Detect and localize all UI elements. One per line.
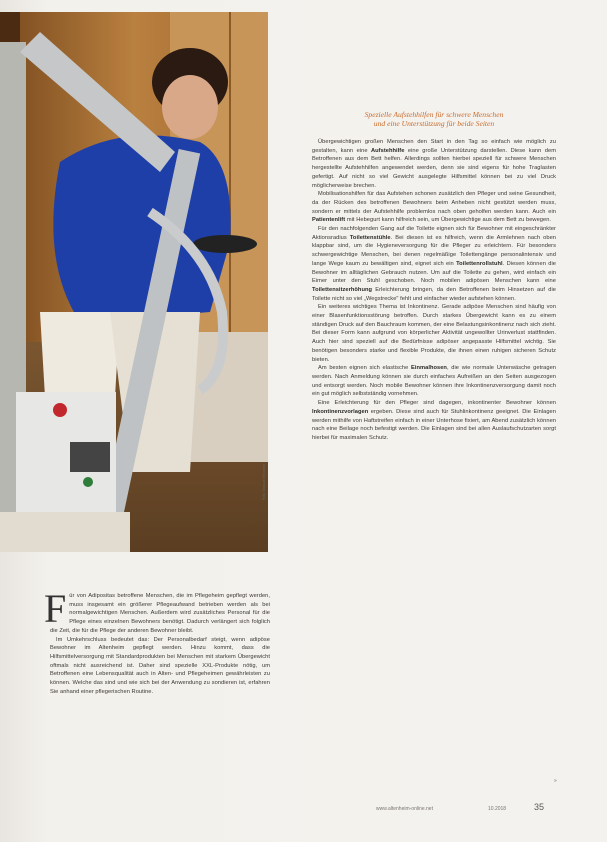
highlighted-term: Inkontinenzvorlagen <box>312 408 369 415</box>
paragraph-text: . Bei diesen ist es hilfreich, wenn die Armlehnen nach oben klappbar sind, um die Hygieneversorgung für die Pfleger zu erleichtern. Für besonders schwergewichtige Menschen, bei denen regelmäßige Toilettengänge personalintensiv und lange Wege kaum zu bewältigen sind, eignet sich ein <box>312 234 557 267</box>
right-paragraph <box>312 303 556 364</box>
footer-issue: 10.2018 <box>488 806 507 812</box>
right-paragraph <box>312 138 556 190</box>
page-number: 35 <box>534 802 545 812</box>
highlighted-term: Toilettensitzerhöhung <box>312 286 373 293</box>
paragraph-text: Eine Erleichterung für den Pfleger sind dagegen, inkontinenter Bewohner können <box>318 400 556 407</box>
photo-credit: Foto: Markus Hörmann <box>262 464 266 500</box>
highlighted-term: Aufstehhilfe <box>370 147 405 154</box>
paragraph-text: mit Hebegurt kann hilfreich sein, um Übergewichtige aus dem Bett zu bewegen. <box>345 217 552 224</box>
paragraph-text: Am besten eignen sich elastische <box>318 365 411 372</box>
end-mark: » <box>554 778 557 784</box>
right-column <box>312 138 556 443</box>
left-column <box>44 586 270 696</box>
highlighted-term: Toilettenstühle <box>349 234 391 241</box>
paragraph-text: Ein weiteres wichtiges Thema ist Inkontinenz. Gerade adipöse Menschen sind häufig von einer Blasenfunktionsstörung betroffen. Durch starkes Übergewicht kann es zu einem ständigen Druck auf den Bauchraum kommen, der eine Belastungsinkontinenz nach sich zieht. Bei dieser Form kann aufgrund von körperlicher Aktivität ungewollter Urinverlust stattfinden. Auch hier sind speziell auf die Bedürfnisse adipöser angepasste Hilfsmittel wichtig. Sie benötigen besonders starke und flexible Produkte, die ihnen einen ruhigen sicheren Schutz bieten. <box>312 304 556 363</box>
paragraph-text: ür von Adipositas betroffene Menschen, die im Pflegeheim gepflegt werden, muss insgesamt ein größerer Pflegeaufwand betrieben werden als bei normalgewichtigen Menschen. Außerdem wird zusätzliches Personal für die Pflege eines einzelnen Bewohners benötigt. Dadurch verlängert sich folglich die Zeit, die für die Pflege der anderen Bewohner bleibt. <box>50 593 270 634</box>
right-paragraph <box>312 225 556 303</box>
paragraph-text: Für den nachfolgenden Gang auf die Toilette eignen sich für Bewohner mit eingeschränkter Aktionsradius <box>312 226 556 241</box>
footer-url: www.altenheim-online.net <box>376 806 433 812</box>
left-paragraph <box>44 586 270 636</box>
highlighted-term: Einmalhosen <box>411 365 447 372</box>
paragraph-text: eine große Unterstützung darstellen. Diese kann dem Betroffenen aus dem Bett helfen. Allerdings sollten hierbei speziell für schwere Menschen hergestellte Aufstehhilfen angewendet werden, denn sie sind eigens für hohe Traglasten gefertigt. Auf nicht so viel Gewicht ausgelegte Hilfsmittel können bei zu viel Druck möglicherweise brechen. <box>312 147 556 189</box>
paragraph-text: Mobilisationshilfen für das Aufstehen schonen zusätzlich den Pfleger und seine Gesundheit, da der Rücken des betroffenen Bewohners beim Anheben nicht gestützt werden muss, sondern er mittels der Aufstehhilfe problemlos nach oben geholfen werden kann. Auch ein <box>312 191 556 215</box>
drop-cap: F <box>44 586 67 631</box>
section-heading <box>312 110 556 128</box>
paragraph-text: ergeben. Diese sind auch für Stuhlinkontinenz geeignet. Die Einlagen werden mithilfe von Haftstreifen einfach in einer Unterhose fixiert, am Abend zusätzlich können nach eine Beilage noch befestigt werden. Die Einlagen sind bei allen Auslaufschutzarten sorgt hierbei für maximalen Schutz. <box>312 408 556 441</box>
paragraph-text: Übergewichtigen großen Menschen den Start in den Tag so einfach wie möglich zu gestalten, kann eine <box>312 139 556 154</box>
paragraph-text: . Diesen können die Bewohner im alltäglichen Gebrauch nutzen. Um auf die Toilette zu gehen, wird einfach ein Eimer unter den Stuhl geschoben. Noch mobilen adipösen Menschen kann eine <box>312 260 556 285</box>
article-photo <box>0 12 268 552</box>
paragraph-text: Erleichterung bringen, da den Betroffenen beim Hinsetzen auf die Toilette nicht so viel „Wegstrecke" fehlt und einfacher wieder aufstehen können. <box>312 286 556 302</box>
caregiver-lift-photo <box>0 12 268 552</box>
right-paragraph <box>312 190 556 225</box>
paragraph-text: Im Umkehrschluss bedeutet das: Der Personalbedarf steigt, wenn adipöse Bewohner im Altenheim gepflegt werden. Hinzu kommt, dass die Hilfsmittelversorgung mit Standardprodukten bei Menschen mit starkem Übergewicht oftmals nicht ausreichend ist. Daher sind spezielle XXL-Produkte nötig, um Betroffenen eine Lebensqualität auch in Alten- und Pflegeheimen gewährleisten zu können. Welche das sind und wie sich bei der Anwendung zu sondieren ist, erfahren Sie anhand einer pflegerischen Routine. <box>50 636 270 695</box>
heading-line-2: und eine Unterstützung für beide Seiten <box>373 119 495 128</box>
highlighted-term: Patientenlift <box>312 217 346 224</box>
right-paragraph <box>312 399 556 443</box>
paragraph-text: , die wie normale Unterwäsche getragen werden. Nach Anmeldung können sie durch einfaches Aufreißen an den Seiten ausgezogen und entsorgt werden. Noch mobile Bewohner können ihre Inkontinenzversorgung damit noch ein gut möglich selbstständig vornehmen. <box>312 365 556 398</box>
highlighted-term: Toilettenrollstuhl <box>456 260 503 267</box>
right-paragraph <box>312 364 556 399</box>
heading-line-1: Spezielle Aufstehhilfen für schwere Menschen <box>364 110 504 119</box>
left-paragraph <box>50 636 270 697</box>
